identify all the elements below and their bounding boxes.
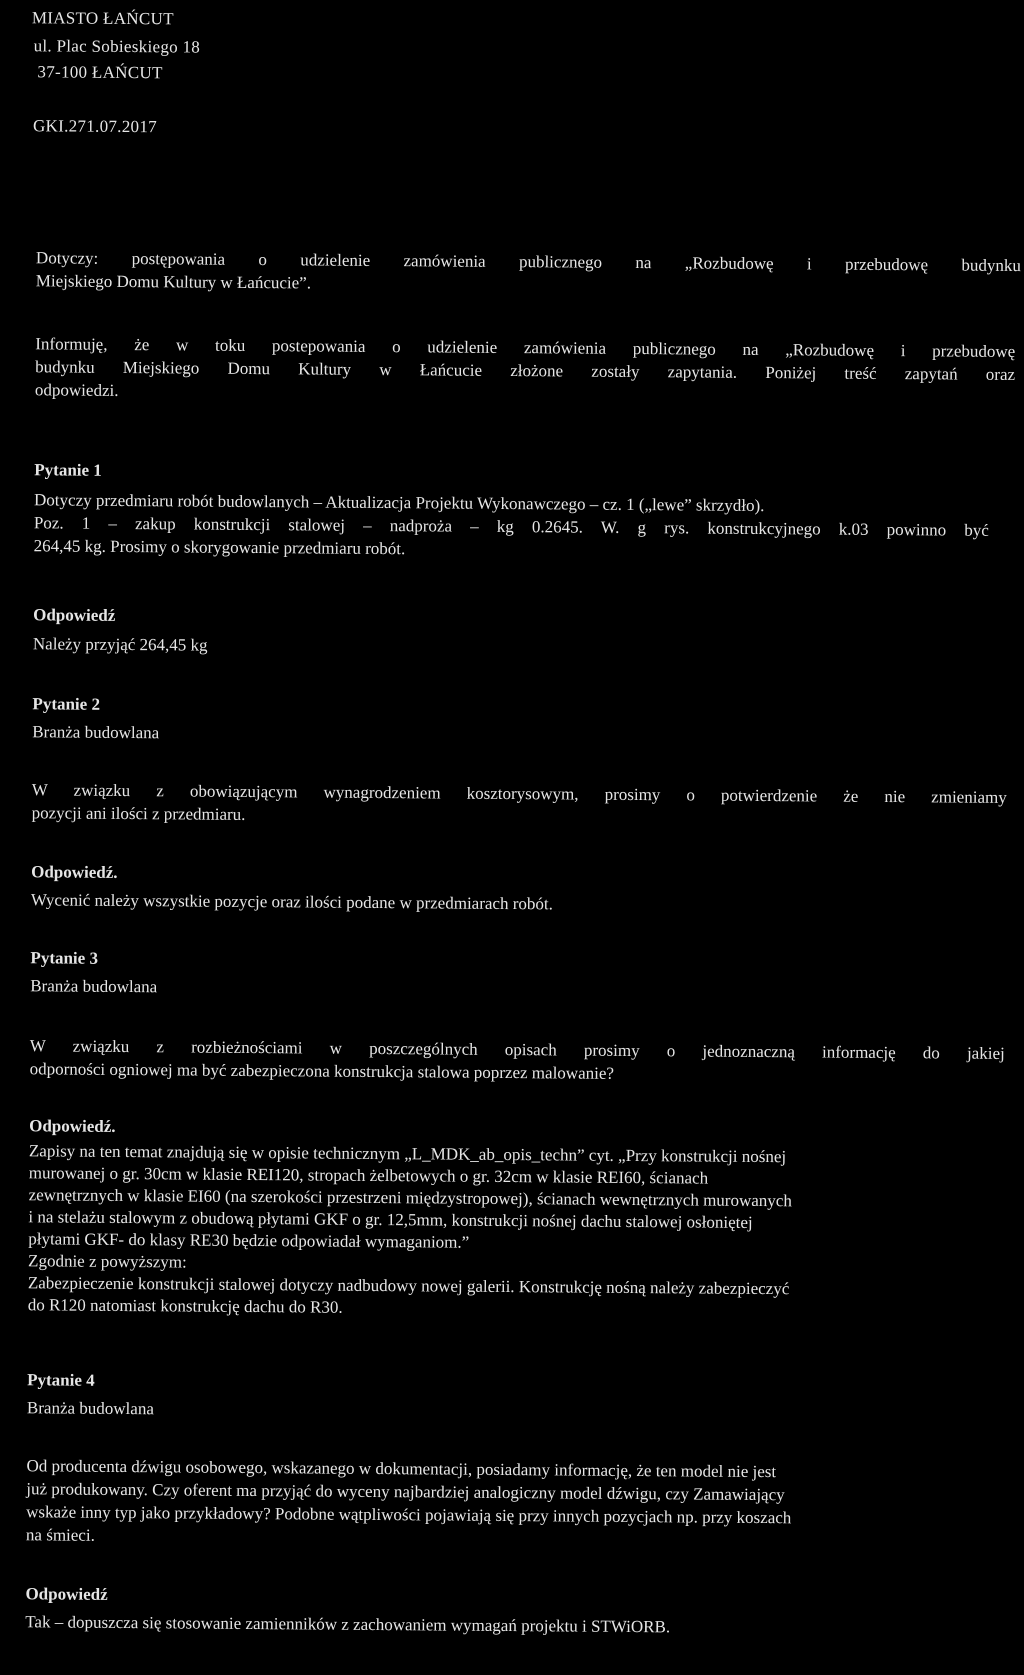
question-line: W związku z rozbieżnościami w poszczególnych opisach prosimy o jednoznaczną informację do jakiej bbox=[29, 1036, 1005, 1063]
answer-line: płytami GKF- do klasy RE30 będzie odpowiadał wymaganiom.” bbox=[28, 1229, 470, 1252]
answer-3-heading: Odpowiedź. bbox=[29, 1116, 116, 1136]
sender-postal: 37-100 ŁAŃCUT bbox=[37, 62, 163, 83]
question-4-text bbox=[26, 1454, 1002, 1554]
answer-4-text: Tak – dopuszcza się stosowanie zamienników z zachowaniem wymagań projektu i STWiORB. bbox=[25, 1612, 671, 1637]
answer-line: do R120 natomiast konstrukcję dachu do R30. bbox=[27, 1295, 343, 1317]
question-4-heading: Pytanie 4 bbox=[27, 1370, 95, 1390]
subject-line: Dotyczy: postępowania o udzielenie zamówienia publicznego na „Rozbudowę i przebudowę budynku bbox=[35, 248, 1022, 276]
question-2-branch: Branża budowlana bbox=[32, 722, 160, 743]
question-3-branch: Branża budowlana bbox=[30, 976, 158, 997]
question-3-text bbox=[30, 1034, 1005, 1088]
answer-line: Zapisy na ten temat znajdują się w opisie technicznym „L_MDK_ab_opis_techn” cyt. „Przy konstrukcji nośnej bbox=[28, 1141, 787, 1167]
answer-line: i na stelażu stalowym z obudową płytami GKF o gr. 12,5mm, konstrukcji nośnej dachu stalowej osłoniętej bbox=[28, 1207, 753, 1232]
answer-line: zewnętrznych w klasie EI60 (na szerokości przestrzeni międzystropowej), ścianach wewnętrznych murowanych bbox=[28, 1185, 792, 1211]
sender-city: MIASTO ŁAŃCUT bbox=[31, 8, 174, 29]
sender-street: ul. Plac Sobieskiego 18 bbox=[33, 36, 201, 57]
question-2-text bbox=[32, 778, 1007, 832]
question-line: wskaże inny typ jako przykładowy? Podobne wątpliwości pojawiają się przy innych pozycjach np. przy koszach bbox=[26, 1502, 792, 1528]
question-line: już produkowany. Czy oferent ma przyjąć do wyceny najbardziej analogiczny model dźwigu, czy Zamawiający bbox=[26, 1479, 785, 1505]
answer-1-heading: Odpowiedź bbox=[33, 605, 116, 625]
question-line: odporności ogniowej ma być zabezpieczona konstrukcja stalowa poprzez malowanie? bbox=[29, 1059, 615, 1083]
answer-2-heading: Odpowiedź. bbox=[31, 862, 118, 882]
question-1-text bbox=[34, 488, 990, 564]
intro-line: Informuję, że w toku postepowania o udzielenie zamówienia publicznego na „Rozbudowę i przebudowę bbox=[35, 334, 1016, 361]
subject-line: Miejskiego Domu Kultury w Łańcucie”. bbox=[35, 271, 312, 293]
question-4-branch: Branża budowlana bbox=[26, 1398, 154, 1419]
intro-paragraph bbox=[35, 332, 1016, 409]
answer-2-text: Wycenić należy wszystkie pozycje oraz ilości podane w przedmiarach robót. bbox=[30, 890, 553, 914]
reference-number: GKI.271.07.2017 bbox=[32, 116, 158, 137]
question-line: na śmieci. bbox=[25, 1525, 95, 1545]
intro-line: budynku Miejskiego Domu Kultury w Łańcucie złożone zostały zapytania. Poniżej treść zapytań oraz bbox=[35, 357, 1016, 384]
answer-3-text bbox=[28, 1140, 1004, 1324]
intro-line: odpowiedzi. bbox=[34, 380, 119, 400]
answer-line: murowanej o gr. 30cm w klasie REI120, stropach żelbetowych o gr. 32cm w klasie REI60, ścianach bbox=[28, 1163, 709, 1188]
question-line: Dotyczy przedmiaru robót budowlanych – Aktualizacja Projektu Wykonawczego – cz. 1 („lewe” skrzydło). bbox=[34, 490, 765, 516]
question-3-heading: Pytanie 3 bbox=[30, 948, 99, 968]
subject-paragraph bbox=[36, 246, 1021, 300]
answer-4-heading: Odpowiedź bbox=[25, 1584, 108, 1604]
answer-line: Zabezpieczenie konstrukcji stalowej dotyczy nadbudowy nowej galerii. Konstrukcję nośną należy zabezpieczyć bbox=[27, 1273, 790, 1299]
question-1-heading: Pytanie 1 bbox=[34, 460, 102, 480]
question-line: 264,45 kg. Prosimy o skorygowanie przedmiaru robót. bbox=[33, 536, 406, 559]
question-line: Od producenta dźwigu osobowego, wskazanego w dokumentacji, posiadamy informację, że ten model nie jest bbox=[26, 1456, 777, 1482]
question-2-heading: Pytanie 2 bbox=[32, 694, 101, 714]
answer-line: Zgodnie z powyższym: bbox=[28, 1251, 187, 1272]
question-line: W związku z obowiązującym wynagrodzeniem kosztorysowym, prosimy o potwierdzenie że nie zmieniamy bbox=[31, 780, 1007, 807]
question-line: Poz. 1 – zakup konstrukcji stalowej – nadproża – kg 0.2645. W. g rys. konstrukcyjnego k.03 powinno być bbox=[33, 513, 989, 540]
answer-1-text: Należy przyjąć 264,45 kg bbox=[32, 634, 208, 655]
question-line: pozycji ani ilości z przedmiaru. bbox=[31, 803, 246, 824]
